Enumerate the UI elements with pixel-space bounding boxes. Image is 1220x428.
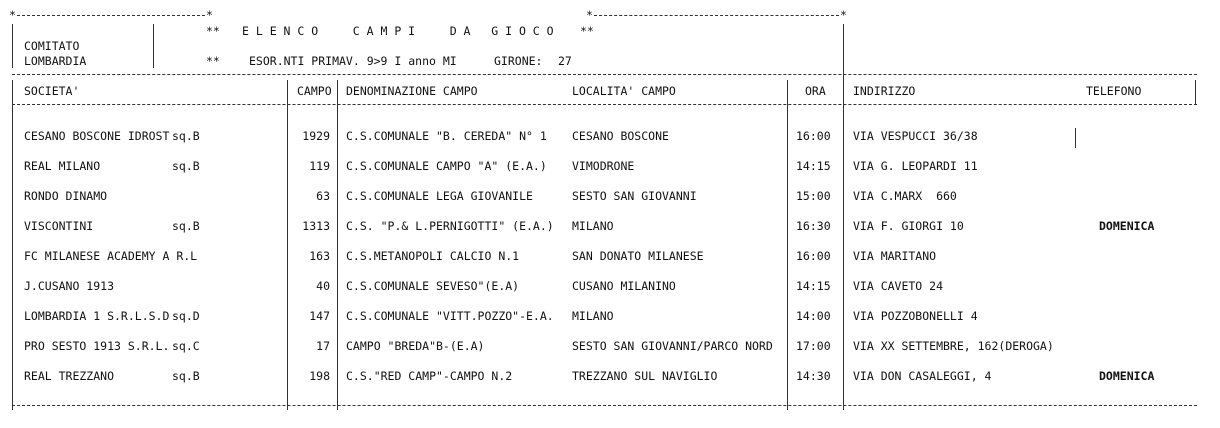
- row-campo: 147: [309, 309, 330, 323]
- divider: [12, 74, 1197, 75]
- row-societa: LOMBARDIA 1 S.R.L.S.D: [24, 309, 170, 323]
- row-denominazione: C.S.COMUNALE CAMPO "A" (E.A.): [346, 159, 547, 173]
- row-indirizzo: VIA XX SETTEMBRE, 162(DEROGA): [853, 339, 1054, 353]
- row-ora: 14:15: [796, 159, 831, 173]
- row-note: DOMENICA: [1099, 219, 1155, 233]
- row-ora: 15:00: [796, 189, 831, 203]
- col-header-indirizzo: INDIRIZZO: [853, 84, 916, 98]
- row-indirizzo: VIA CAVETO 24: [853, 279, 944, 293]
- row-localita: MILANO: [572, 309, 614, 323]
- divider: [287, 80, 288, 410]
- divider: [337, 80, 338, 410]
- divider: [12, 405, 1197, 406]
- region-label: LOMBARDIA: [24, 54, 87, 68]
- row-indirizzo: VIA VESPUCCI 36/38: [853, 129, 978, 143]
- row-denominazione: C.S.COMUNALE SEVESO"(E.A): [346, 279, 520, 293]
- divider: [12, 80, 13, 410]
- divider: [594, 15, 839, 16]
- col-header-campo: CAMPO: [297, 84, 332, 98]
- row-denominazione: C.S."RED CAMP"-CAMPO N.2: [346, 369, 513, 383]
- divider: [12, 104, 1197, 105]
- row-societa: REAL MILANO: [24, 159, 101, 173]
- row-localita: TREZZANO SUL NAVIGLIO: [572, 369, 718, 383]
- row-indirizzo: VIA F. GIORGI 10: [853, 219, 964, 233]
- frame-corner-star: *: [840, 8, 847, 22]
- row-campo: 63: [316, 189, 330, 203]
- divider: [153, 24, 154, 68]
- row-squadra: sq.B: [172, 159, 200, 173]
- row-indirizzo: VIA C.MARX 660: [853, 189, 957, 203]
- row-ora: 16:30: [796, 219, 831, 233]
- stars-left: **: [206, 24, 220, 38]
- row-campo: 198: [309, 369, 330, 383]
- stars-right: **: [580, 24, 594, 38]
- frame-corner-star: *: [586, 8, 593, 22]
- row-societa: FC MILANESE ACADEMY A R.L: [24, 249, 198, 263]
- row-ora: 17:00: [796, 339, 831, 353]
- divider: [843, 80, 844, 410]
- row-ora: 14:30: [796, 369, 831, 383]
- divider: [17, 15, 205, 16]
- divider: [12, 24, 13, 68]
- row-denominazione: C.S.METANOPOLI CALCIO N.1: [346, 249, 520, 263]
- row-societa: REAL TREZZANO: [24, 369, 115, 383]
- col-header-telefono: TELEFONO: [1086, 84, 1142, 98]
- row-denominazione: C.S.COMUNALE "VITT.POZZO"-E.A.: [346, 309, 554, 323]
- row-localita: CUSANO MILANINO: [572, 279, 676, 293]
- row-societa: J.CUSANO 1913: [24, 279, 115, 293]
- row-squadra: sq.B: [172, 369, 200, 383]
- category-label: ESOR.NTI PRIMAV. 9>9 I anno MI: [249, 54, 457, 68]
- row-ora: 16:00: [796, 129, 831, 143]
- girone-value: 27: [558, 54, 572, 68]
- col-header-societa: SOCIETA': [24, 84, 80, 98]
- row-campo: 1929: [302, 129, 330, 143]
- col-header-localita: LOCALITA' CAMPO: [572, 84, 676, 98]
- row-squadra: sq.D: [172, 309, 200, 323]
- col-header-ora: ORA: [805, 84, 826, 98]
- row-localita: CESANO BOSCONE: [572, 129, 669, 143]
- row-campo: 1313: [302, 219, 330, 233]
- divider: [787, 80, 788, 410]
- divider: [1195, 80, 1196, 104]
- row-squadra: sq.B: [172, 219, 200, 233]
- row-localita: MILANO: [572, 219, 614, 233]
- row-denominazione: C.S.COMUNALE "B. CEREDA" N° 1: [346, 129, 547, 143]
- divider: [843, 24, 844, 88]
- girone-label: GIRONE:: [494, 54, 543, 68]
- comitato-label: COMITATO: [24, 39, 80, 53]
- frame-corner-star: *: [9, 8, 16, 22]
- row-indirizzo: VIA G. LEOPARDI 11: [853, 159, 978, 173]
- row-indirizzo: VIA DON CASALEGGI, 4: [853, 369, 992, 383]
- row-campo: 119: [309, 159, 330, 173]
- stars-left: **: [206, 54, 220, 68]
- row-societa: VISCONTINI: [24, 219, 94, 233]
- col-header-denominazione: DENOMINAZIONE CAMPO: [346, 84, 478, 98]
- row-localita: SESTO SAN GIOVANNI/PARCO NORD: [572, 339, 773, 353]
- row-denominazione: C.S.COMUNALE LEGA GIOVANILE: [346, 189, 533, 203]
- row-indirizzo: VIA POZZOBONELLI 4: [853, 309, 978, 323]
- row-squadra: sq.C: [172, 339, 200, 353]
- page-title: E L E N C O C A M P I D A G I O C O: [242, 24, 554, 38]
- frame-corner-star: *: [206, 8, 213, 22]
- row-ora: 14:15: [796, 279, 831, 293]
- row-ora: 14:00: [796, 309, 831, 323]
- row-denominazione: CAMPO "BREDA"B-(E.A): [346, 339, 485, 353]
- row-campo: 163: [309, 249, 330, 263]
- row-campo: 17: [316, 339, 330, 353]
- divider: [1075, 128, 1076, 148]
- row-localita: SESTO SAN GIOVANNI: [572, 189, 697, 203]
- row-localita: SAN DONATO MILANESE: [572, 249, 704, 263]
- row-societa: PRO SESTO 1913 S.R.L.: [24, 339, 170, 353]
- row-note: DOMENICA: [1099, 369, 1155, 383]
- row-societa: RONDO DINAMO: [24, 189, 108, 203]
- row-ora: 16:00: [796, 249, 831, 263]
- row-denominazione: C.S. "P.& L.PERNIGOTTI" (E.A.): [346, 219, 554, 233]
- row-indirizzo: VIA MARITANO: [853, 249, 937, 263]
- row-squadra: sq.B: [172, 129, 200, 143]
- row-localita: VIMODRONE: [572, 159, 635, 173]
- row-societa: CESANO BOSCONE IDROST: [24, 129, 170, 143]
- row-campo: 40: [316, 279, 330, 293]
